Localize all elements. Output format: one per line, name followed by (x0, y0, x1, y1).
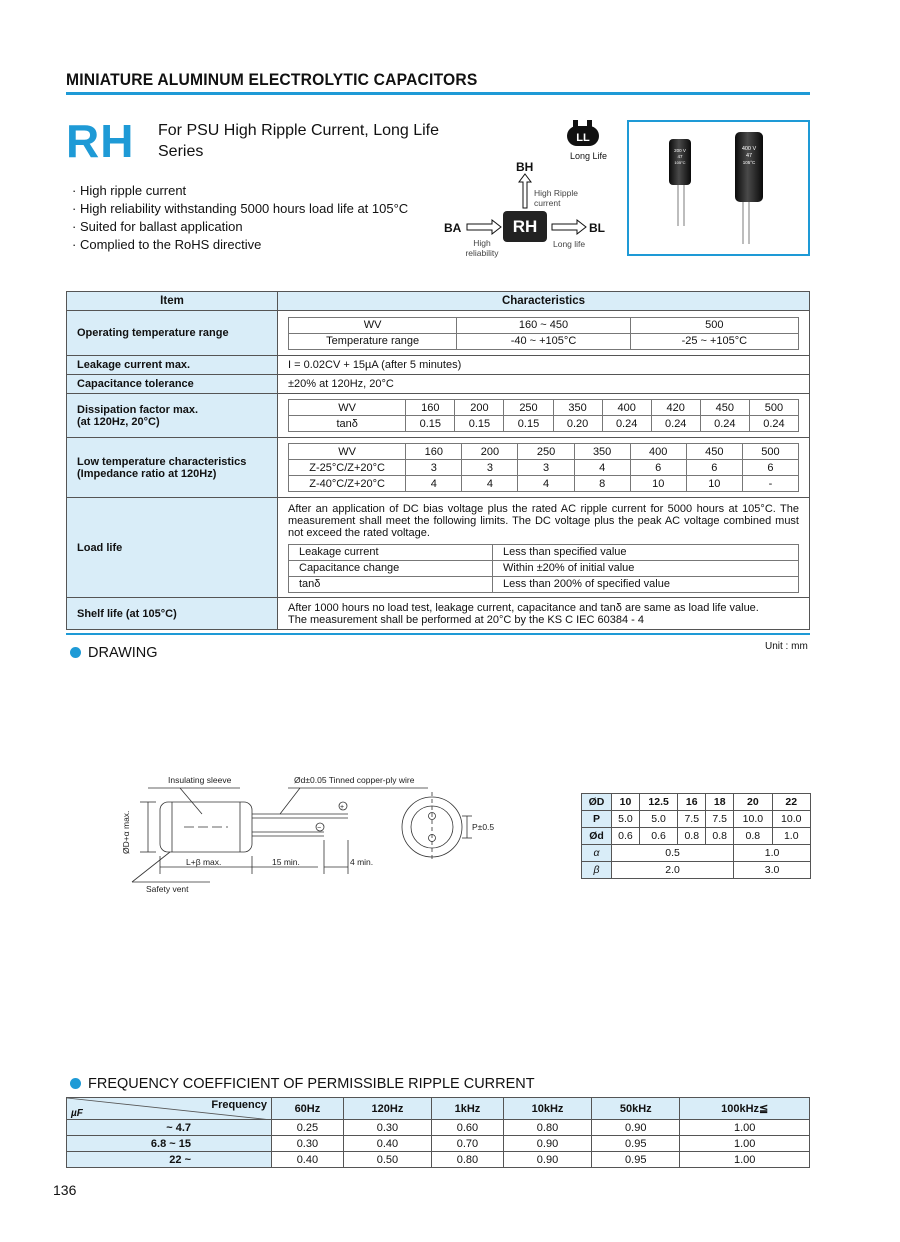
cell: 0.60 (432, 1120, 504, 1136)
product-photo (627, 120, 810, 256)
series-ba-desc: High reliability (465, 238, 499, 258)
cell: 0.24 (700, 416, 749, 432)
cell: 12.5 (639, 794, 677, 811)
cell: 5.0 (639, 811, 677, 828)
cell: 4 (462, 476, 518, 492)
cell: 22 (772, 794, 810, 811)
cell: WV (289, 317, 457, 333)
cell: 1.00 (680, 1152, 810, 1168)
logo-label: Long Life (570, 151, 608, 161)
cell: 1.0 (772, 828, 810, 845)
cell: 6 (742, 460, 798, 476)
cap1-uf: 47 (677, 154, 683, 159)
cell: 3 (462, 460, 518, 476)
frequency-header: 50kHz (592, 1098, 680, 1120)
cell: 0.50 (343, 1152, 431, 1168)
label-sleeve: Insulating sleeve (168, 775, 232, 785)
unit-label: Unit : mm (765, 641, 808, 652)
dimension-table (581, 793, 811, 879)
cell: Leakage current (289, 544, 493, 560)
cell: 160 (406, 444, 462, 460)
cell: 10.0 (772, 811, 810, 828)
frequency-heading (70, 1075, 535, 1093)
cell: 0.24 (749, 416, 798, 432)
label-line: Dissipation factor max. (77, 403, 199, 416)
table-row (67, 375, 810, 394)
cell: 0.15 (455, 416, 504, 432)
cap1-voltage: 200 V (674, 148, 686, 153)
row-header: P (582, 811, 612, 828)
table-row (67, 356, 810, 375)
cap1-temp: 105°C (674, 160, 686, 165)
cell: 0.8 (678, 828, 706, 845)
table-row (67, 1152, 810, 1168)
label-length: L+β max. (186, 857, 222, 867)
cell: 20 (734, 794, 772, 811)
cap2-uf: 47 (745, 153, 753, 159)
table-row (67, 311, 810, 356)
cell: 0.90 (503, 1136, 591, 1152)
label-diameter: ØD+α max. (121, 810, 131, 854)
bullet-icon (70, 1078, 81, 1089)
series-description: For PSU High Ripple Current, Long Life Series (158, 122, 440, 160)
cell: WV (289, 400, 406, 416)
header-item: Item (67, 292, 278, 311)
frequency-header: 100kHz≦ (680, 1098, 810, 1120)
cell: Less than 200% of specified value (493, 576, 799, 592)
arrow-up-icon (517, 173, 533, 209)
cell: Less than specified value (493, 544, 799, 560)
cell: 0.40 (343, 1136, 431, 1152)
cell: 450 (700, 400, 749, 416)
shelf-life-label: Shelf life (at 105°C) (67, 598, 278, 630)
cell: -25 ~ +105°C (630, 333, 798, 349)
cell: 0.24 (602, 416, 651, 432)
label-line: (Impedance ratio at 120Hz) (77, 467, 217, 480)
cell: 1.00 (680, 1120, 810, 1136)
feature-list (72, 182, 408, 254)
frequency-header: 10kHz (503, 1098, 591, 1120)
cell: 4 (518, 476, 574, 492)
table-row (67, 598, 810, 630)
cell: 250 (504, 400, 553, 416)
cell: 10.0 (734, 811, 772, 828)
feature-item: · Complied to the RoHS directive (72, 236, 408, 254)
cell: 3.0 (734, 862, 811, 879)
cell: 10 (611, 794, 639, 811)
bullet-icon (70, 647, 81, 658)
cell: Temperature range (289, 333, 457, 349)
cell: 18 (706, 794, 734, 811)
frequency-header: 1kHz (432, 1098, 504, 1120)
operating-label: Operating temperature range (67, 311, 278, 356)
cell: 0.30 (272, 1136, 344, 1152)
cell: 0.40 (272, 1152, 344, 1168)
cell: 4 (406, 476, 462, 492)
tolerance-label: Capacitance tolerance (67, 375, 278, 394)
cell: 0.6 (611, 828, 639, 845)
capacitance-cell: 22 ~ (67, 1152, 272, 1168)
cell: 0.5 (611, 845, 733, 862)
cell: 160 (406, 400, 455, 416)
section-divider (66, 633, 810, 635)
cell: Within ±20% of initial value (493, 560, 799, 576)
cell: 0.95 (592, 1152, 680, 1168)
cell: 350 (553, 400, 602, 416)
leakage-value: I = 0.02CV + 15µA (after 5 minutes) (278, 356, 810, 375)
load-life-subtable (288, 544, 799, 593)
cell: 0.8 (706, 828, 734, 845)
cell: -40 ~ +105°C (457, 333, 630, 349)
cell: 2.0 (611, 862, 733, 879)
long-life-logo-icon (565, 118, 601, 150)
label-end: 4 min. (350, 857, 374, 867)
cell: 0.80 (432, 1152, 504, 1168)
series-bl-label: BL (589, 221, 605, 235)
label-wire: Ød±0.05 Tinned copper-ply wire (294, 775, 415, 785)
load-life-text: After an application of DC bias voltage plus the rated AC ripple current for 5000 hours at 105°C. The measurement shall meet the following limits. The DC voltage plus the peak AC voltage combined must not exceed the rated voltage. (288, 502, 799, 539)
cell: - (742, 476, 798, 492)
feature-item: · High ripple current (72, 182, 408, 200)
cell: 160 ~ 450 (457, 317, 630, 333)
title-divider (66, 92, 810, 95)
capacitance-cell: ~ 4.7 (67, 1120, 272, 1136)
capacitor-dimension-drawing (110, 770, 510, 900)
corner-uf: µF (71, 1108, 83, 1119)
feature-item: · Suited for ballast application (72, 218, 408, 236)
cell: 420 (651, 400, 700, 416)
page-title: MINIATURE ALUMINUM ELECTROLYTIC CAPACITORS (66, 70, 478, 89)
capacitance-cell: 6.8 ~ 15 (67, 1136, 272, 1152)
shelf-life-line: The measurement shall be performed at 20°C by the KS C IEC 60384 - 4 (288, 613, 644, 626)
table-row (67, 1136, 810, 1152)
cell: 500 (630, 317, 798, 333)
cell: 4 (574, 460, 630, 476)
header-characteristics: Characteristics (278, 292, 810, 311)
cell: 16 (678, 794, 706, 811)
leakage-label: Leakage current max. (67, 356, 278, 375)
table-row (67, 1120, 810, 1136)
label-vent: Safety vent (146, 884, 189, 894)
low-temp-subtable (288, 443, 799, 492)
series-code: RH (66, 115, 135, 167)
cell: WV (289, 444, 406, 460)
cell: 3 (518, 460, 574, 476)
feature-item: · High reliability withstanding 5000 hours load life at 105°C (72, 200, 408, 218)
series-bh-desc: High Ripple current (534, 188, 578, 208)
cell: 0.70 (432, 1136, 504, 1152)
label-lead: 15 min. (272, 857, 300, 867)
series-rh-box: RH (503, 211, 547, 242)
cap2-voltage: 400 V (741, 146, 757, 152)
series-bh-label: BH (516, 160, 534, 174)
cell: 350 (574, 444, 630, 460)
page-number: 136 (53, 1182, 77, 1198)
cell: 0.6 (639, 828, 677, 845)
cell: 3 (406, 460, 462, 476)
cell: 1.00 (680, 1136, 810, 1152)
cell: 500 (749, 400, 798, 416)
label-line: (at 120Hz, 20°C) (77, 415, 160, 428)
series-bl-desc: Long life (553, 239, 586, 249)
arrow-right-icon (551, 219, 587, 235)
table-row (67, 498, 810, 598)
cell: 0.25 (272, 1120, 344, 1136)
arrow-right-icon (466, 219, 502, 235)
cell: Capacitance change (289, 560, 493, 576)
series-ba-label: BA (444, 221, 462, 235)
load-life-label: Load life (67, 498, 278, 598)
corner-header (67, 1098, 272, 1120)
corner-frequency: Frequency (211, 1099, 267, 1111)
minus-icon: − (317, 825, 322, 832)
cell: 0.8 (734, 828, 772, 845)
tolerance-value: ±20% at 120Hz, 20°C (278, 375, 810, 394)
row-header: ØD (582, 794, 612, 811)
cell: 500 (742, 444, 798, 460)
label-pitch: P±0.5 (472, 822, 495, 832)
cell: Z-25°C/Z+20°C (289, 460, 406, 476)
table-row (67, 394, 810, 438)
operating-subtable (288, 317, 799, 350)
shelf-life-line: After 1000 hours no load test, leakage current, capacitance and tanδ are same as load life value. (288, 601, 759, 614)
cell: 200 (455, 400, 504, 416)
drawing-title: DRAWING (88, 645, 158, 661)
cell: 0.30 (343, 1120, 431, 1136)
cell: 1.0 (734, 845, 811, 862)
cell: 0.15 (504, 416, 553, 432)
low-temp-label (67, 438, 278, 498)
cell: 450 (686, 444, 742, 460)
cell: 200 (462, 444, 518, 460)
cell: 0.24 (651, 416, 700, 432)
cell: 6 (630, 460, 686, 476)
cell: 5.0 (611, 811, 639, 828)
cell: 8 (574, 476, 630, 492)
cell: 10 (630, 476, 686, 492)
frequency-header: 60Hz (272, 1098, 344, 1120)
characteristics-table (66, 291, 810, 630)
cell: 0.90 (503, 1152, 591, 1168)
cell: 250 (518, 444, 574, 460)
frequency-title: FREQUENCY COEFFICIENT OF PERMISSIBLE RIPPLE CURRENT (88, 1076, 535, 1092)
cell: 6 (686, 460, 742, 476)
table-row (67, 438, 810, 498)
cell: tanδ (289, 576, 493, 592)
cell: 7.5 (706, 811, 734, 828)
drawing-heading (70, 644, 158, 662)
row-header: β (582, 862, 612, 879)
cell: 400 (602, 400, 651, 416)
table-header-row (67, 292, 810, 311)
plus-icon: + (340, 804, 345, 811)
cell: 10 (686, 476, 742, 492)
cell: 7.5 (678, 811, 706, 828)
logo-letters: LL (576, 132, 590, 144)
frequency-table (66, 1097, 810, 1168)
row-header: Ød (582, 828, 612, 845)
cell: tanδ (289, 416, 406, 432)
cell: 0.80 (503, 1120, 591, 1136)
cell: 0.95 (592, 1136, 680, 1152)
dissipation-label (67, 394, 278, 438)
cell: 0.15 (406, 416, 455, 432)
cell: 0.20 (553, 416, 602, 432)
cell: Z-40°C/Z+20°C (289, 476, 406, 492)
frequency-header: 120Hz (343, 1098, 431, 1120)
cell: 400 (630, 444, 686, 460)
cap2-temp: 105°C (742, 160, 756, 165)
row-header: α (582, 845, 612, 862)
label-line: Low temperature characteristics (77, 455, 247, 468)
dissipation-subtable (288, 399, 799, 432)
capacitor-photo-illustration (629, 122, 808, 254)
cell: 0.90 (592, 1120, 680, 1136)
